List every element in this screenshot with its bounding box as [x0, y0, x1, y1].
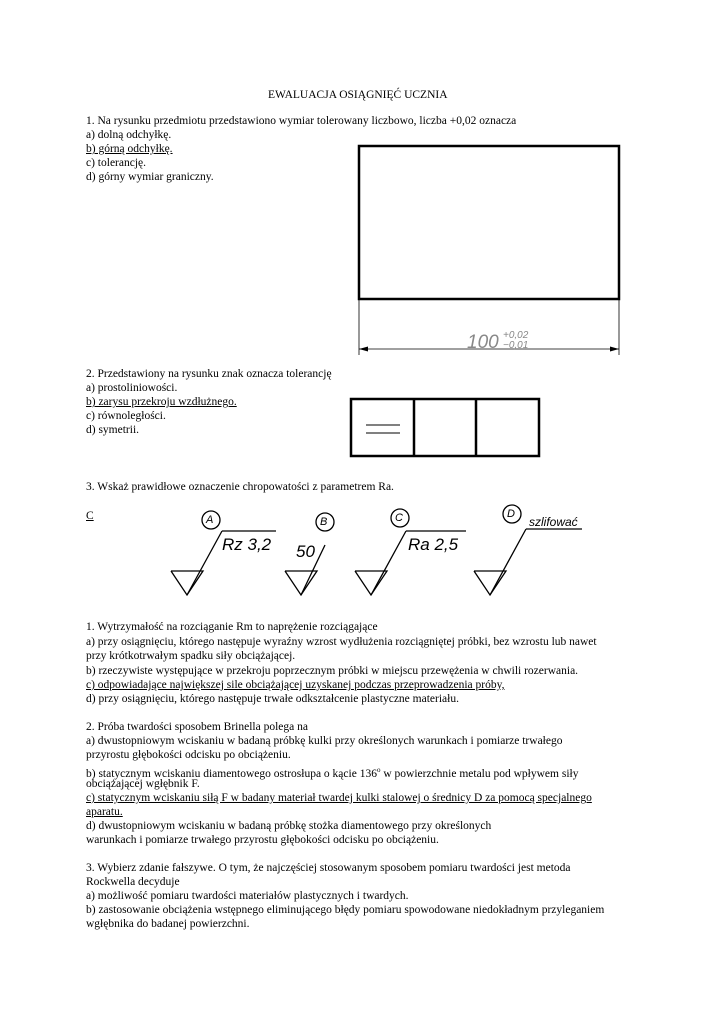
q4-option-a-line1: a) przy osiągnięciu, którego następuje wyraźny wzrost wydłużenia rozciągniętej próbki, bez wzrostu lub nawet — [86, 636, 597, 648]
q6-question-line2: Rockwella decyduje — [86, 876, 180, 888]
q6-option-b-line1: b) zastosowanie obciążenia wstępnego eliminującego błędy pomiaru spowodowane niedokładnym przyleganiem — [86, 904, 605, 916]
q5-option-d-line1: d) dwustopniowym wciskaniu w badaną próbkę stożka diamentowego przy określonych — [86, 820, 492, 832]
q5-option-c-line1: c) statycznym wciskaniu siłą F w badany materiał twardej kulki stalowej o średnicy D za pomocą specjalnego — [86, 792, 592, 804]
q6-option-a: a) możliwość pomiaru twardości materiałów plastycznych i twardych. — [86, 890, 409, 902]
q1-lower-deviation: −0,01 — [503, 340, 529, 351]
q3-symbol-b-label: 50 — [296, 542, 315, 561]
q1-option-c: c) tolerancję. — [86, 157, 147, 169]
q2-option-b: b) zarysu przekroju wzdłużnego. — [86, 396, 237, 408]
page-title: EWALUACJA OSIĄGNIĘĆ UCZNIA — [268, 89, 448, 101]
q1-option-b: b) górną odchyłkę. — [86, 143, 173, 155]
q1-option-a: a) dolną odchyłkę. — [86, 129, 172, 141]
q3-symbol-c-label: Ra 2,5 — [408, 535, 459, 554]
q4-option-c: c) odpowiadające największej sile obciążającej uzyskanej podczas przeprowadzenia próby, — [86, 679, 505, 691]
q2-option-d: d) symetrii. — [86, 424, 140, 436]
q6-option-b-line2: wgłębnika do badanej powierzchni. — [86, 918, 250, 930]
q5-option-a-line1: a) dwustopniowym wciskaniu w badaną próbkę kulki przy określonych warunkach i pomiarze trwałego — [86, 735, 563, 747]
q3-answer: C — [86, 510, 94, 522]
q3-symbol-c-letter: C — [395, 512, 403, 524]
q5-option-c-line2: aparatu. — [86, 806, 123, 818]
q5-option-d-line2: warunkach i pomiarze trwałego przyrostu głębokości odcisku po obciążeniu. — [86, 834, 439, 846]
q5-option-a-line2: przyrostu głębokości odcisku po obciążeniu. — [86, 749, 291, 761]
q1-nominal-dimension: 100 — [467, 332, 499, 353]
q3-question: 3. Wskaż prawidłowe oznaczenie chropowatości z parametrem Ra. — [86, 481, 394, 493]
q3-symbol-d-letter: D — [507, 508, 515, 520]
q4-option-b: b) rzeczywiste występujące w przekroju poprzecznym próbki w miejscu przewężenia w chwili rozerwania. — [86, 665, 579, 677]
q2-option-c: c) równoległości. — [86, 410, 166, 422]
q3-symbol-d-label: szlifować — [529, 515, 578, 529]
q5-option-b-line2: obciążającej wgłębnik F. — [86, 778, 200, 790]
q3-symbol-a-label: Rz 3,2 — [222, 535, 272, 554]
q5-option-b-text: b) statycznym wciskaniu diamentowego ostrosłupa o kącie 136 — [86, 767, 377, 780]
q6-question-line1: 3. Wybierz zdanie fałszywe. O tym, że najczęściej stosowanym sposobem pomiaru twardości jest metoda — [86, 862, 571, 874]
q1-upper-deviation: +0,02 — [503, 330, 529, 341]
q1-option-d: d) górny wymiar graniczny. — [86, 171, 214, 183]
q1-question: 1. Na rysunku przedmiotu przedstawiono wymiar tolerowany liczbowo, liczba +0,02 oznacza — [86, 115, 517, 127]
q4-option-d: d) przy osiągnięciu, którego następuje trwałe odkształcenie plastyczne materiału. — [86, 693, 459, 705]
q2-question: 2. Przedstawiony na rysunku znak oznacza tolerancję — [86, 368, 332, 380]
q5-option-b-text-end: w powierzchnie metalu pod wpływem siły — [380, 767, 579, 780]
q4-option-a-line2: przy krótkotrwałym spadku siły obciążającej. — [86, 650, 296, 662]
q5-question: 2. Próba twardości sposobem Brinella polega na — [86, 721, 308, 733]
q3-symbol-b-letter: B — [320, 516, 328, 528]
q4-question: 1. Wytrzymałość na rozciąganie Rm to naprężenie rozciągające — [86, 621, 378, 633]
q5-degree-sign: o — [376, 766, 381, 774]
q3-symbol-a-letter: A — [206, 514, 214, 526]
q2-option-a: a) prostoliniowości. — [86, 382, 178, 394]
